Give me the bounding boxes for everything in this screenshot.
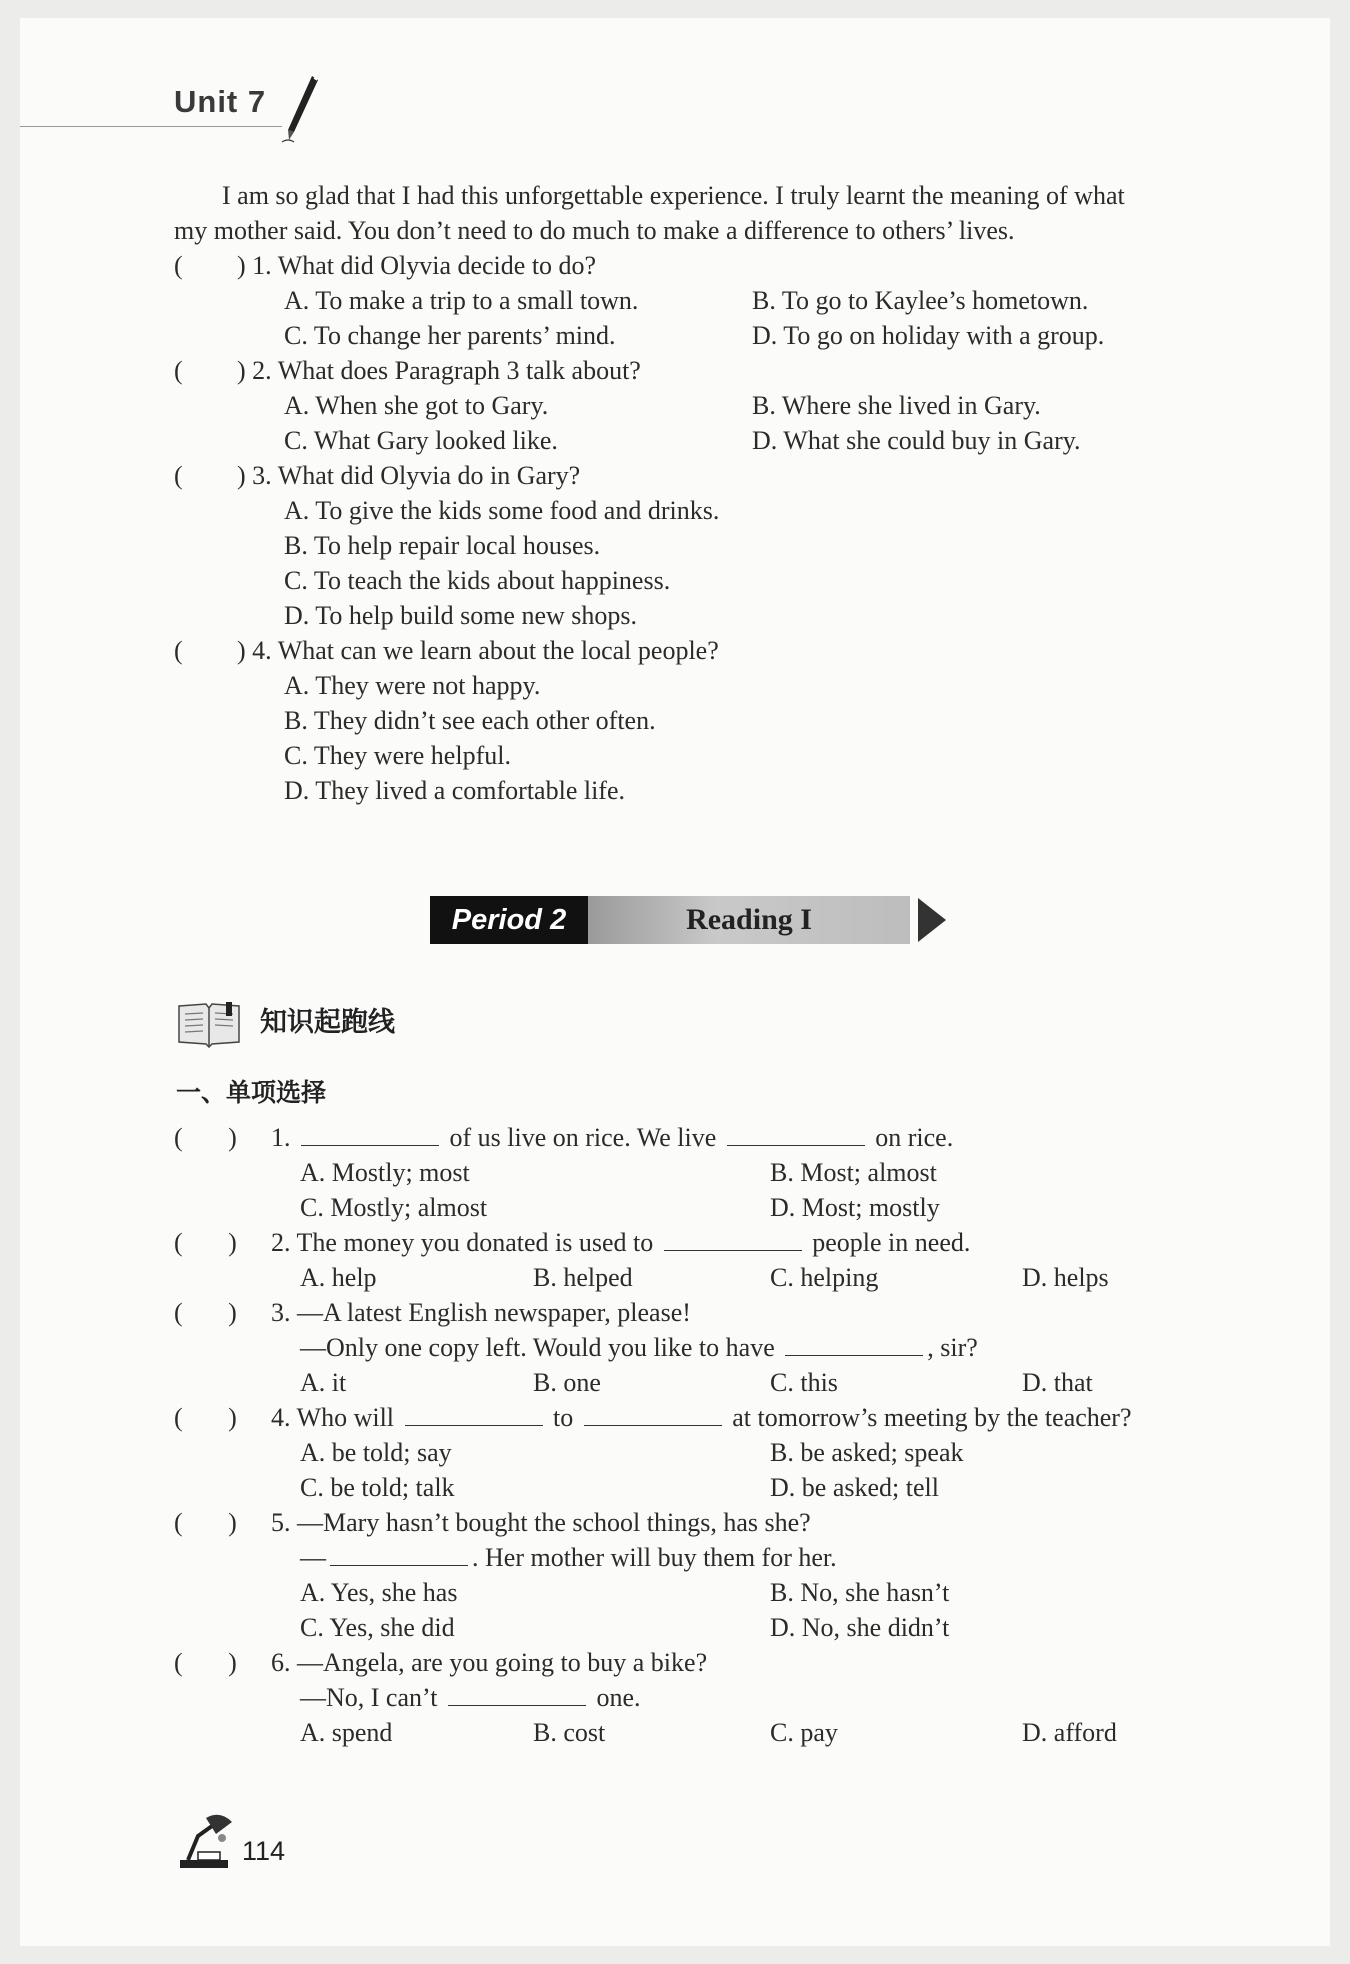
question-2: ) 2. What does Paragraph 3 talk about? <box>237 356 641 385</box>
question-3-line-2 <box>300 1330 978 1365</box>
question-1: ) 1. What did Olyvia decide to do? <box>237 251 597 280</box>
answer-blank[interactable] <box>584 1424 722 1426</box>
question-number: 5. <box>271 1508 291 1537</box>
question-number: 3. <box>271 1298 291 1327</box>
stem-part: — <box>300 1543 326 1572</box>
answer-blank[interactable] <box>330 1564 468 1566</box>
option-b: B. one <box>533 1368 601 1397</box>
question-2-stem <box>271 1225 970 1260</box>
question-number: 4. <box>271 1403 291 1432</box>
answer-paren: ( ) <box>174 1648 237 1677</box>
option-d: D. They lived a comfortable life. <box>284 776 626 805</box>
answer-blank[interactable] <box>405 1424 543 1426</box>
answer-paren: ( ) <box>174 1123 237 1152</box>
option-d: D. be asked; tell <box>770 1473 939 1502</box>
stem-part: —Angela, are you going to buy a bike? <box>297 1648 708 1677</box>
question-3: ) 3. What did Olyvia do in Gary? <box>237 461 581 490</box>
question-number: 6. <box>271 1648 291 1677</box>
option-a: A. be told; say <box>300 1438 452 1467</box>
stem-part: —Only one copy left. Would you like to have <box>300 1333 775 1362</box>
answer-blank[interactable] <box>448 1704 586 1706</box>
option-d: D. that <box>1022 1368 1093 1397</box>
option-a: A. They were not happy. <box>284 671 541 700</box>
question-3-stem <box>271 1295 691 1330</box>
option-b: B. helped <box>533 1263 633 1292</box>
option-b: B. cost <box>533 1718 606 1747</box>
question-6-stem <box>271 1645 707 1680</box>
option-a: A. spend <box>300 1718 393 1747</box>
option-a: A. To give the kids some food and drinks. <box>284 496 720 525</box>
answer-paren: ( ) <box>174 1403 237 1432</box>
question-6-line-2 <box>300 1680 640 1715</box>
option-b: B. be asked; speak <box>770 1438 964 1467</box>
answer-paren: ( ) <box>174 1508 237 1537</box>
answer-paren: ( <box>174 356 183 385</box>
option-c: C. pay <box>770 1718 838 1747</box>
option-b: B. Most; almost <box>770 1158 937 1187</box>
stem-part: one. <box>596 1683 641 1712</box>
option-d: D. What she could buy in Gary. <box>752 426 1081 455</box>
question-4: ) 4. What can we learn about the local people? <box>237 636 719 665</box>
option-c: C. What Gary looked like. <box>284 426 558 455</box>
option-a: A. Yes, she has <box>300 1578 458 1607</box>
question-1-stem <box>271 1120 953 1155</box>
section-subheading: 一、单项选择 <box>176 1080 327 1107</box>
question-5-line-2 <box>300 1540 837 1575</box>
answer-blank[interactable] <box>301 1144 439 1146</box>
option-b: B. They didn’t see each other often. <box>284 706 656 735</box>
stem-part: of us live on rice. We live <box>449 1123 717 1152</box>
option-b: B. Where she lived in Gary. <box>752 391 1041 420</box>
option-a: A. it <box>300 1368 347 1397</box>
option-c: C. To change her parents’ mind. <box>284 321 616 350</box>
stem-part: . Her mother will buy them for her. <box>472 1543 837 1572</box>
stem-part: at tomorrow’s meeting by the teacher? <box>732 1403 1132 1432</box>
option-a: A. To make a trip to a small town. <box>284 286 639 315</box>
option-b: B. No, she hasn’t <box>770 1578 950 1607</box>
option-a: A. Mostly; most <box>300 1158 470 1187</box>
option-d: D. No, she didn’t <box>770 1613 950 1642</box>
section-heading: 知识起跑线 <box>260 1007 395 1037</box>
pen-icon <box>280 72 322 144</box>
stem-part: —Mary hasn’t bought the school things, has she? <box>297 1508 811 1537</box>
reading-line-1: I am so glad that I had this unforgettable experience. I truly learnt the meaning of what <box>222 181 1125 210</box>
period-banner <box>430 896 910 944</box>
arrow-icon <box>918 898 946 942</box>
stem-part: The money you donated is used to <box>296 1228 654 1257</box>
answer-blank[interactable] <box>727 1144 865 1146</box>
stem-part: , sir? <box>927 1333 978 1362</box>
book-icon <box>176 1000 242 1048</box>
option-d: D. To help build some new shops. <box>284 601 638 630</box>
answer-blank[interactable] <box>664 1249 802 1251</box>
option-b: B. To go to Kaylee’s hometown. <box>752 286 1089 315</box>
option-d: D. Most; mostly <box>770 1193 940 1222</box>
option-c: C. Yes, she did <box>300 1613 455 1642</box>
stem-part: to <box>553 1403 574 1432</box>
page-number: 114 <box>242 1836 286 1866</box>
stem-part: —A latest English newspaper, please! <box>297 1298 691 1327</box>
option-d: D. To go on holiday with a group. <box>752 321 1105 350</box>
stem-part: —No, I can’t <box>300 1683 438 1712</box>
option-c: C. They were helpful. <box>284 741 511 770</box>
option-c: C. To teach the kids about happiness. <box>284 566 671 595</box>
answer-paren: ( ) <box>174 1298 237 1327</box>
answer-paren: ( <box>174 461 183 490</box>
answer-paren: ( <box>174 636 183 665</box>
stem-part: people in need. <box>812 1228 971 1257</box>
answer-paren: ( ) <box>174 1228 237 1257</box>
period-title: Reading I <box>588 896 910 944</box>
option-d: D. afford <box>1022 1718 1117 1747</box>
option-b: B. To help repair local houses. <box>284 531 601 560</box>
unit-title: Unit 7 <box>174 84 267 119</box>
question-number: 1. <box>271 1123 291 1152</box>
option-c: C. helping <box>770 1263 879 1292</box>
reading-line-2: my mother said. You don’t need to do much to make a difference to others’ lives. <box>174 216 1015 245</box>
period-label: Period 2 <box>430 896 588 944</box>
option-d: D. helps <box>1022 1263 1109 1292</box>
answer-paren: ( <box>174 251 183 280</box>
answer-blank[interactable] <box>785 1354 923 1356</box>
option-c: C. this <box>770 1368 838 1397</box>
stem-part: on rice. <box>875 1123 954 1152</box>
question-5-stem <box>271 1505 811 1540</box>
stem-part: Who will <box>296 1403 395 1432</box>
option-c: C. Mostly; almost <box>300 1193 488 1222</box>
option-c: C. be told; talk <box>300 1473 455 1502</box>
header-rule <box>20 126 282 127</box>
question-4-stem <box>271 1400 1132 1435</box>
option-a: A. help <box>300 1263 377 1292</box>
option-a: A. When she got to Gary. <box>284 391 549 420</box>
question-number: 2. <box>271 1228 291 1257</box>
lamp-icon <box>176 1808 236 1870</box>
